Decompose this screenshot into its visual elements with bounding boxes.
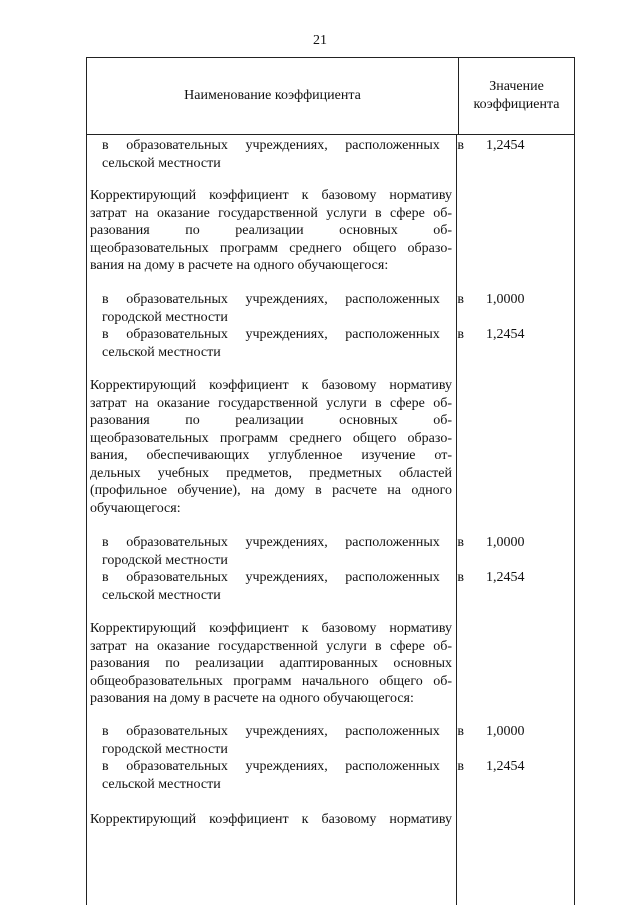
row-line: разования на дому в расчете на одного обучающегося: [90,691,414,706]
row-line: сельской местности [102,155,221,171]
row-line: в образовательных учреждениях, расположенных в [102,759,464,774]
row-text [90,723,464,758]
header-value-label-line1: Значение [489,79,544,94]
row-line: (профильное обучение), на дому в расчете на одного [90,483,452,498]
row-text [90,326,464,361]
row-line: разования по реализации основных об- [90,413,452,428]
header-value-label-line2: коэффициента [473,97,560,112]
row-line: разования по реализации основных об- [90,223,452,238]
row-line: затрат на оказание государственной услуги в сфере об- [90,205,452,221]
row-line: обучающегося: [90,500,181,516]
row-line: городской местности [102,309,228,325]
row-line: Корректирующий коэффициент к базовому нормативу [90,378,452,393]
row-text [90,187,452,275]
table-border-left [86,134,87,905]
row-text [90,291,464,326]
row-text [90,620,452,708]
row-line: щеобразовательных программ среднего общего образо- [90,240,452,256]
table-border-right [574,134,575,905]
row-value: 1,0000 [486,292,525,307]
header-value-cell [459,58,574,134]
row-line: в образовательных учреждениях, расположенных в [102,724,464,739]
row-text [90,377,452,517]
row-line: вания, обеспечивающих углубленное изучение от- [90,448,452,463]
row-line: в образовательных учреждениях, расположенных в [102,570,464,585]
row-line: Корректирующий коэффициент к базовому нормативу [90,188,452,203]
row-line: в образовательных учреждениях, расположенных в [102,138,464,153]
row-text [90,758,464,793]
header-name-cell [87,58,459,134]
header-name-label: Наименование коэффициента [184,88,361,103]
row-text [90,137,464,172]
row-text [90,569,464,604]
row-value: 1,0000 [486,724,525,739]
row-line: разования по реализации адаптированных основных [90,656,452,671]
row-value: 1,2454 [486,138,525,153]
page-number: 21 [313,33,327,48]
row-value: 1,0000 [486,535,525,550]
row-line: затрат на оказание государственной услуги в сфере об- [90,395,452,411]
row-line: сельской местности [102,587,221,603]
row-line: в образовательных учреждениях, расположенных в [102,292,464,307]
row-line: Корректирующий коэффициент к базовому нормативу [90,812,452,827]
table-header [86,57,575,135]
row-value: 1,2454 [486,570,525,585]
row-text [90,811,452,829]
row-value: 1,2454 [486,759,525,774]
row-value: 1,2454 [486,327,525,342]
row-line: городской местности [102,741,228,757]
row-line: городской местности [102,552,228,568]
row-line: вания на дому в расчете на одного обучающегося: [90,258,389,273]
row-line: дельных учебных предметов, предметных областей [90,465,452,481]
row-line: в образовательных учреждениях, расположенных в [102,327,464,342]
row-line: щеобразовательных программ среднего общего образо- [90,430,452,446]
row-line: сельской местности [102,776,221,792]
row-line: затрат на оказание государственной услуги в сфере об- [90,638,452,654]
row-line: в образовательных учреждениях, расположенных в [102,535,464,550]
row-line: Корректирующий коэффициент к базовому нормативу [90,621,452,636]
row-line: общеобразовательных программ начального общего об- [90,673,452,689]
row-line: сельской местности [102,344,221,360]
row-text [90,534,464,569]
